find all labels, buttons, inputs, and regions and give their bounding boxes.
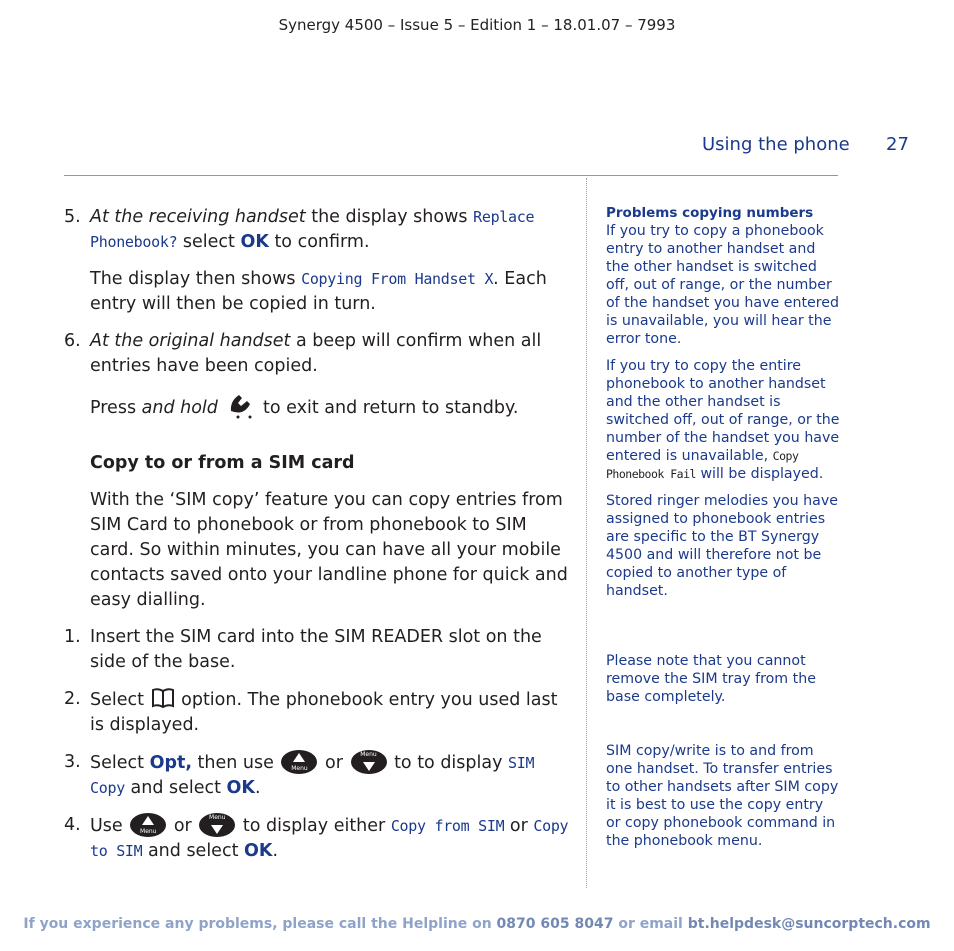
softkey-ok: OK (226, 778, 255, 798)
sidebar-notes (606, 204, 840, 859)
step-5-detail: The display then shows Copying From Handset X. Each entry will then be copied in turn. (90, 269, 547, 314)
step-5: 5. At the receiving handset the display shows Replace Phonebook? select OK to confirm. (64, 207, 535, 252)
lcd-text: Copy Phonebook Fail (606, 449, 799, 481)
sidebar-heading: Problems copying numbers (606, 205, 814, 221)
section-title: Using the phone (702, 134, 850, 155)
sim-intro: With the ‘SIM copy’ feature you can copy entries from SIM Card to phonebook or from phonebook to SIM card. So within minutes, you can have all your mobile contacts saved onto your landline phone for quick and easy dialling. (90, 490, 568, 610)
softkey-ok: OK (240, 232, 269, 252)
helpline-phone: 0870 605 8047 (496, 916, 614, 932)
lcd-text: SIM Copy (90, 754, 535, 797)
step-6-detail: Press and hold to exit and return to standby. (64, 391, 574, 421)
column-divider (586, 178, 587, 888)
section-heading: Copy to or from a SIM card (90, 453, 355, 473)
phonebook-icon (151, 687, 175, 709)
sim-step-3: 3. Select Opt, then use Menu or Menu to to display SIM Copy and select OK. (64, 751, 535, 798)
sidebar-note-4: Please note that you cannot remove the SIM tray from the base completely. (606, 653, 816, 705)
nav-down-key-icon: Menu (351, 750, 387, 774)
lcd-text: Copying From Handset X (301, 270, 494, 288)
page-number: 27 (886, 134, 909, 155)
step-6: 6. At the original handset a beep will confirm when all entries have been copied. (64, 331, 542, 376)
sidebar-note-5: SIM copy/write is to and from one handset. To transfer entries to other handsets after SIM copy it is best to use the copy entry or copy phonebook command in the phonebook menu. (606, 743, 839, 849)
step-number: 1. (64, 627, 81, 647)
softkey-opt: Opt, (149, 753, 192, 773)
nav-up-key-icon: Menu (281, 750, 317, 774)
nav-up-key-icon: Menu (130, 813, 166, 837)
sidebar-note-1: Problems copying numbers If you try to copy a phonebook entry to another handset and the other handset is switched off, out of range, or the number of the handset you have entered is unavailable, you will hear the error tone. (606, 205, 840, 347)
end-call-key-icon (225, 391, 255, 421)
nav-down-key-icon: Menu (199, 813, 235, 837)
sim-step-2: 2. Select option. The phonebook entry you used last is displayed. (64, 689, 558, 735)
sidebar-note-3: Stored ringer melodies you have assigned to phonebook entries are specific to the BT Synergy 4500 and will therefore not be copied to another type of handset. (606, 493, 838, 599)
step-number: 6. (64, 331, 81, 351)
helpdesk-email: bt.helpdesk@suncorptech.com (687, 916, 931, 932)
step-number: 4. (64, 815, 81, 835)
sidebar-note-2: If you try to copy the entire phonebook to another handset and the other handset is switched off, out of range, or the number of the handset you have entered is unavailable, Copy Phonebook Fail will be displayed. (606, 358, 840, 482)
softkey-ok: OK (244, 841, 273, 861)
header-rule (64, 175, 838, 176)
lcd-text: Replace Phonebook? (90, 208, 535, 251)
sim-step-1: 1. Insert the SIM card into the SIM READER slot on the side of the base. (64, 627, 542, 672)
helpline-footer: If you experience any problems, please call the Helpline on 0870 605 8047 or email bt.helpdesk@suncorptech.com (23, 916, 931, 932)
step-number: 2. (64, 689, 81, 709)
step-number: 3. (64, 752, 81, 772)
lcd-text: Copy to SIM (90, 817, 569, 860)
step-number: 5. (64, 207, 81, 227)
main-column (64, 205, 574, 876)
print-header: Synergy 4500 – Issue 5 – Edition 1 – 18.01.07 – 7993 (278, 16, 676, 34)
lcd-text: Copy from SIM (390, 817, 505, 835)
sim-step-4: 4. Use Menu or Menu to display either Copy from SIM or Copy to SIM and select OK. (64, 814, 569, 861)
